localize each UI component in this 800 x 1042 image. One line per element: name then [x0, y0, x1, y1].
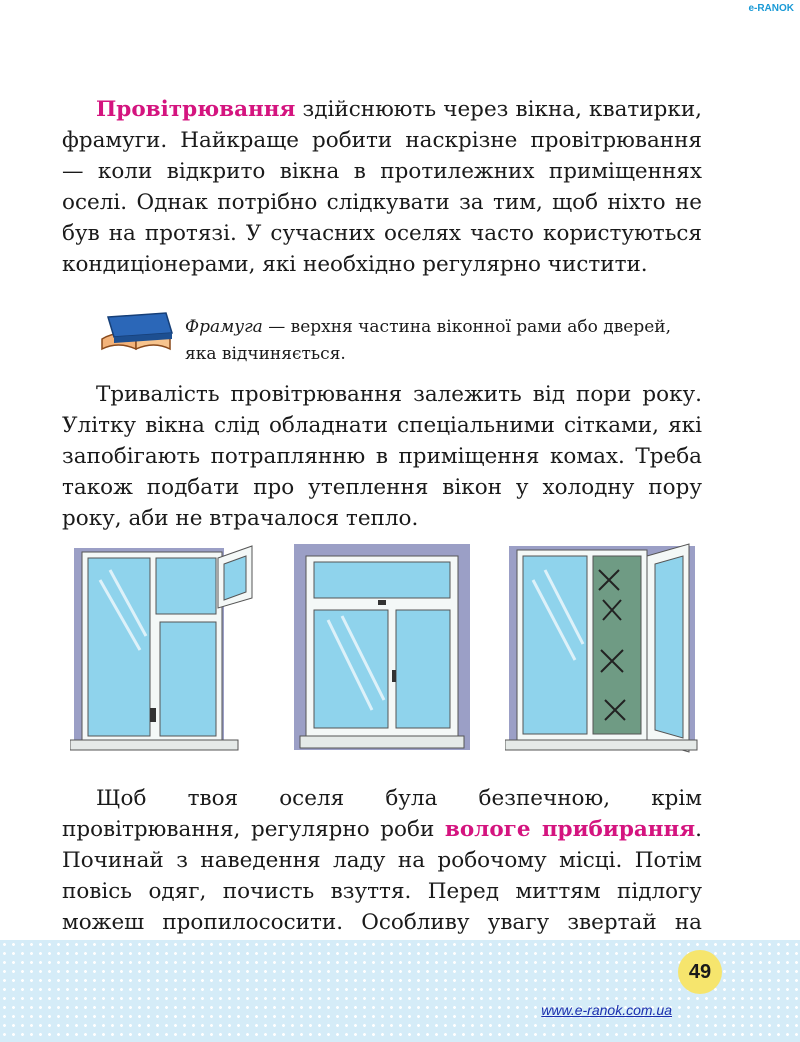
footer-band: [0, 940, 800, 1042]
highlight-wet-cleaning: вологе прибирання: [444, 817, 696, 842]
highlight-ventilation: Провітрювання: [96, 97, 296, 122]
publisher-logo: e-RANOK: [748, 3, 794, 14]
window-with-mosquito-net-illustration: [505, 540, 700, 760]
window-double-illustration: [292, 540, 472, 760]
paragraph-duration: [62, 379, 702, 534]
definition-note: [185, 314, 700, 368]
page-number: 49: [678, 950, 722, 994]
paragraph-text: Тривалість провітрювання залежить від пори року. Улітку вікна слід обладнати спеціальними сітками, які запобігають потраплянню в приміщення комах. Треба також подбати про утеплення вікон у холодну пору року, аби не втрачалося тепло.: [62, 382, 702, 531]
paragraph-ventilation: [62, 94, 702, 280]
window-with-transom-illustration: [70, 540, 260, 760]
definition-text: — верхня частина віконної рами або дверей, яка відчиняється.: [185, 317, 672, 364]
paragraph-text: здійснюють через вікна, кватирки, фрамуги. Найкраще робити наскрізне провітрювання — коли відкрито вікна в протилежних приміщеннях оселі. Однак потрібно слідкувати за тим, щоб ніхто не був на протязі. У сучасних оселях часто користуються кондиціонерами, які необхідно регулярно чистити.: [62, 97, 702, 277]
definition-term: Фрамуга: [185, 317, 263, 337]
book-icon: [98, 309, 176, 351]
website-link[interactable]: www.e-ranok.com.ua: [541, 1002, 672, 1018]
paragraph-text: Щоб твоя оселя була безпечною, крім провітрювання, регулярно роби: [62, 786, 702, 842]
paragraph-text: . Починай з наведення ладу на робочому місці. Потім повісь одяг, почисть взуття. Перед миттям підлогу можеш пропилососити. Особливу увагу звертай на: [62, 817, 702, 935]
